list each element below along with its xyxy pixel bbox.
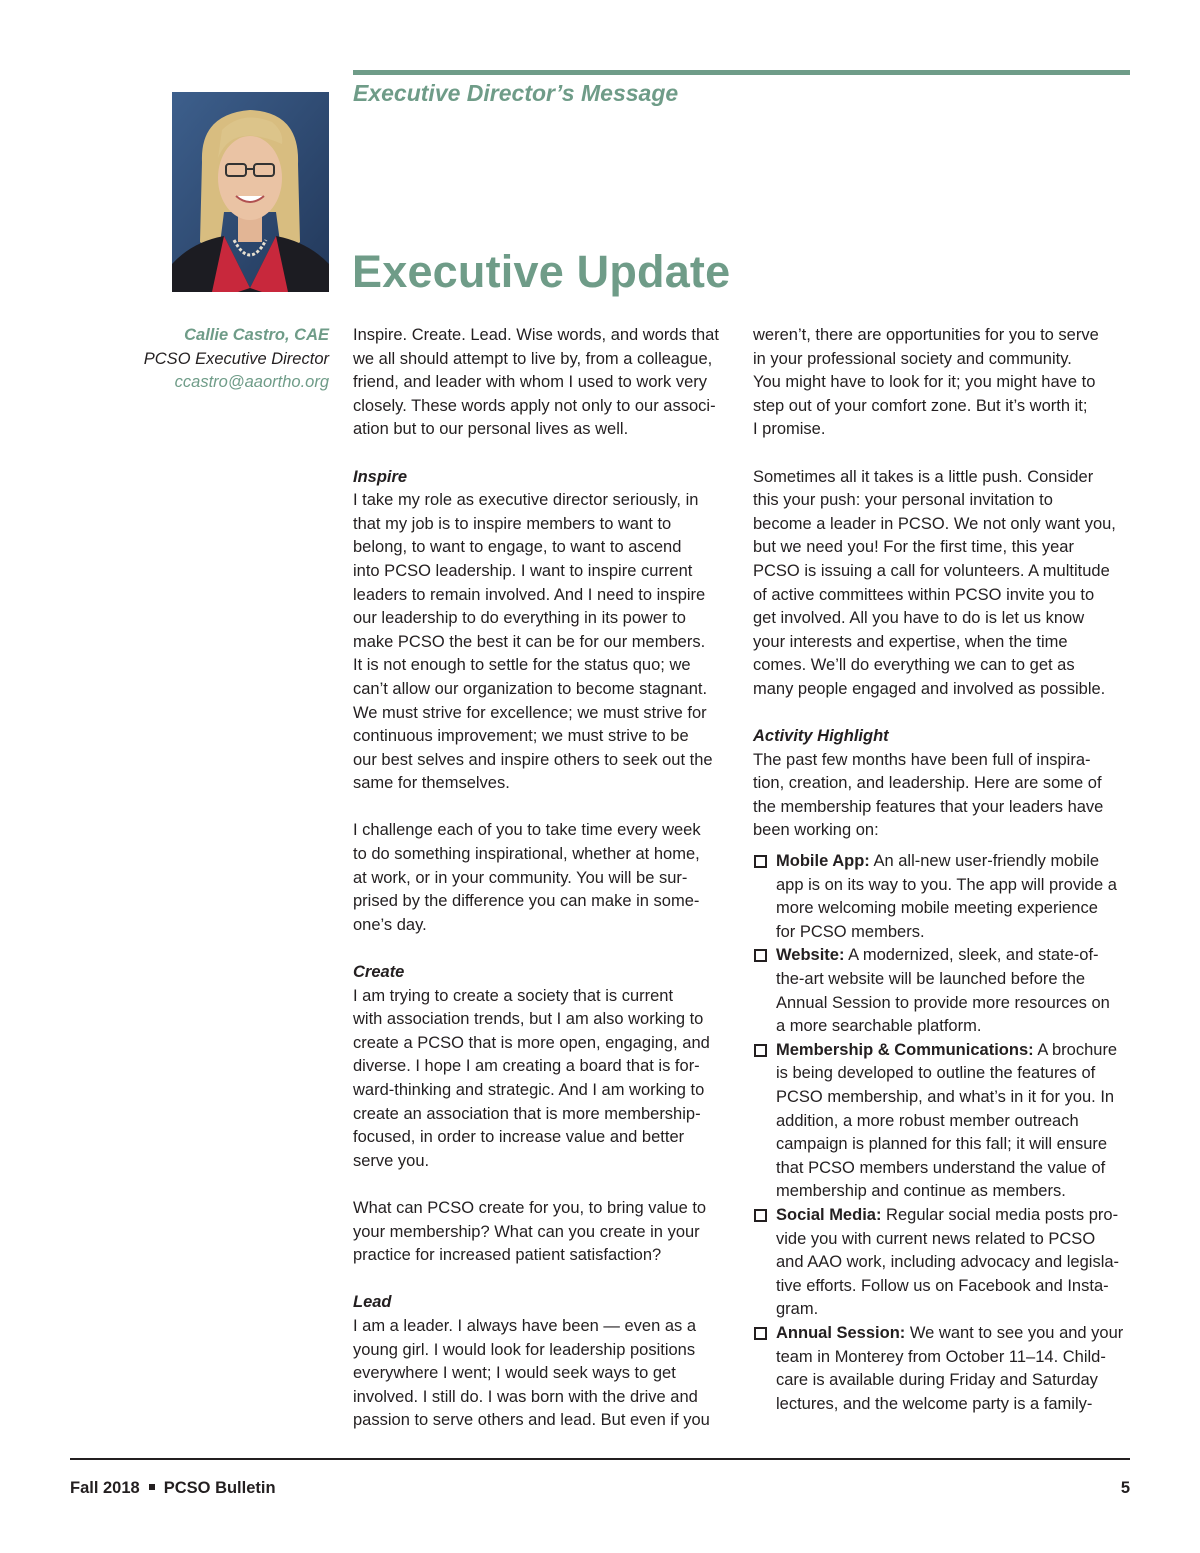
text-line: I am trying to create a society that is current	[353, 986, 674, 1005]
text-line: we all should attempt to live by, from a colleague,	[353, 349, 713, 368]
text-line: A brochure	[1037, 1040, 1118, 1059]
text-line: create an association that is more membership-	[353, 1104, 701, 1123]
text-line: You might have to look for it; you might have to	[753, 373, 1096, 392]
text-line: many people engaged and involved as possible.	[753, 679, 1106, 698]
bullet-annual-session	[753, 1322, 1131, 1416]
text-line: An all-new user-friendly mobile	[873, 852, 1100, 871]
push-paragraph	[753, 466, 1131, 702]
text-line: everywhere I went; I would seek ways to get	[353, 1364, 676, 1383]
text-line: involved. I still do. I was born with the drive and	[353, 1387, 698, 1406]
text-line: a more searchable platform.	[776, 1017, 982, 1036]
text-line: the-art website will be launched before the	[776, 970, 1086, 989]
text-line: to do something inspirational, whether at home,	[353, 845, 700, 864]
text-line: at work, or in your community. You will be sur-	[353, 868, 688, 887]
text-line: tion, creation, and leadership. Here are some of	[753, 774, 1102, 793]
text-line: We want to see you and your	[909, 1323, 1124, 1342]
article-headline: Executive Update	[352, 246, 731, 297]
text-line: our best selves and inspire others to seek out the	[353, 750, 713, 769]
text-line: lectures, and the welcome party is a family-	[776, 1394, 1093, 1413]
text-line: membership and continue as members.	[776, 1182, 1066, 1201]
text-line: gram.	[776, 1300, 819, 1319]
checkbox-bullet-icon	[754, 1209, 767, 1222]
text-line: young girl. I would look for leadership positions	[353, 1340, 696, 1359]
checkbox-bullet-icon	[754, 949, 767, 962]
top-rule	[353, 70, 1130, 75]
text-line: get involved. All you have to do is let us know	[753, 609, 1085, 628]
bullet-label: Mobile App:	[776, 852, 870, 871]
text-line: addition, a more robust member outreach	[776, 1111, 1079, 1130]
text-line: belong, to want to engage, to want to ascend	[353, 538, 682, 557]
lead-heading: Lead	[353, 1293, 392, 1312]
section-kicker: Executive Director’s Message	[353, 80, 679, 106]
inspire-heading: Inspire	[353, 467, 408, 486]
bullet-label: Website:	[776, 946, 845, 965]
text-line: this your push: your personal invitation to	[753, 491, 1053, 510]
bullet-label: Social Media:	[776, 1205, 882, 1224]
text-line: vide you with current news related to PCSO	[776, 1229, 1096, 1248]
author-photo	[172, 92, 329, 292]
text-line: I am a leader. I always have been — even as a	[353, 1316, 697, 1335]
text-line: prised by the difference you can make in some-	[353, 892, 700, 911]
create-question-paragraph	[353, 1197, 731, 1268]
create-heading: Create	[353, 963, 405, 982]
text-line: can’t allow our organization to become stagnant.	[353, 679, 708, 698]
bullet-mobile-app	[753, 850, 1131, 944]
challenge-paragraph	[353, 819, 731, 937]
bullet-website	[753, 944, 1131, 1038]
text-line: your interests and expertise, when the time	[753, 632, 1068, 651]
text-line: care is available during Friday and Saturday	[776, 1371, 1098, 1390]
checkbox-bullet-icon	[754, 855, 767, 868]
text-line: weren’t, there are opportunities for you to serve	[753, 326, 1099, 344]
text-line: leaders to remain involved. And I need to inspire	[353, 585, 706, 604]
square-separator-icon	[149, 1484, 155, 1490]
author-byline	[100, 324, 329, 395]
text-line: A modernized, sleek, and state-of-	[848, 946, 1099, 965]
text-line: What can PCSO create for you, to bring value to	[353, 1198, 707, 1217]
bullet-label: Membership & Communications:	[776, 1040, 1034, 1059]
text-line: that PCSO members understand the value of	[776, 1158, 1106, 1177]
text-line: more welcoming mobile meeting experience	[776, 899, 1098, 918]
text-line: been working on:	[753, 821, 879, 840]
intro-paragraph	[353, 324, 731, 442]
text-line: Regular social media posts pro-	[886, 1205, 1119, 1224]
activity-heading: Activity Highlight	[753, 727, 889, 746]
text-line: create a PCSO that is more open, engaging, and	[353, 1033, 710, 1052]
text-line: campaign is planned for this fall; it will ensure	[776, 1135, 1108, 1154]
text-line: continuous improvement; we must strive to be	[353, 727, 689, 746]
text-line: I take my role as executive director seriously, in	[353, 491, 699, 510]
text-line: in your professional society and community.	[753, 349, 1072, 368]
checkbox-bullet-icon	[754, 1044, 767, 1057]
text-line: PCSO is issuing a call for volunteers. A multitude	[753, 561, 1110, 580]
text-line: comes. We’ll do everything we can to get as	[753, 656, 1075, 675]
text-line: ation but to our personal lives as well.	[353, 420, 629, 439]
page-number: 5	[1120, 1479, 1130, 1497]
activity-paragraph	[753, 749, 1131, 843]
author-email[interactable]: ccastro@aaortho.org	[174, 373, 329, 392]
text-line: Sometimes all it takes is a little push. Consider	[753, 467, 1094, 486]
text-line: Inspire. Create. Lead. Wise words, and words that	[353, 326, 719, 344]
text-line: for PCSO members.	[776, 922, 925, 941]
text-line: practice for increased patient satisfaction?	[353, 1246, 662, 1265]
text-line: but we need you! For the first time, this year	[753, 538, 1074, 557]
text-line: I promise.	[753, 420, 826, 439]
bullet-membership-communications	[753, 1039, 1131, 1204]
footer-publication: PCSO Bulletin	[163, 1479, 276, 1497]
text-line: The past few months have been full of inspira-	[753, 750, 1091, 769]
footer-rule	[70, 1458, 1130, 1460]
author-title: PCSO Executive Director	[143, 349, 329, 368]
text-line: focused, in order to increase value and better	[353, 1128, 685, 1147]
create-paragraph	[353, 985, 731, 1174]
text-line: ward-thinking and strategic. And I am working to	[353, 1081, 705, 1099]
text-line: I challenge each of you to take time every week	[353, 821, 701, 840]
text-line: same for themselves.	[353, 774, 510, 793]
text-line: the membership features that your leaders have	[753, 797, 1104, 816]
text-line: serve you.	[353, 1151, 430, 1170]
bullet-label: Annual Session:	[776, 1323, 906, 1342]
inspire-paragraph	[353, 489, 731, 796]
text-line: your membership? What can you create in your	[353, 1222, 700, 1241]
lead-paragraph	[353, 1315, 731, 1433]
text-line: with association trends, but I am also working to	[353, 1010, 704, 1029]
continuation-paragraph	[753, 324, 1131, 442]
text-line: and AAO work, including advocacy and legisla-	[776, 1253, 1120, 1272]
footer-issue: Fall 2018	[70, 1479, 140, 1497]
text-line: friend, and leader with whom I used to work very	[353, 373, 708, 392]
text-line: of active committees within PCSO invite you to	[753, 585, 1095, 604]
text-line: team in Monterey from October 11–14. Child-	[776, 1347, 1106, 1366]
text-line: app is on its way to you. The app will provide a	[776, 875, 1117, 894]
text-line: PCSO membership, and what’s in it for you. In	[776, 1088, 1115, 1106]
text-line: that my job is to inspire members to want to	[353, 514, 672, 533]
footer-issue-line	[70, 1479, 276, 1498]
body-column-2	[753, 324, 1131, 1416]
checkbox-bullet-icon	[754, 1327, 767, 1340]
text-line: make PCSO the best it can be for our members.	[353, 632, 706, 651]
text-line: into PCSO leadership. I want to inspire current	[353, 561, 693, 580]
text-line: Annual Session to provide more resources on	[776, 993, 1110, 1012]
text-line: tive efforts. Follow us on Facebook and Insta-	[776, 1276, 1109, 1295]
text-line: It is not enough to settle for the status quo; we	[353, 656, 691, 675]
text-line: become a leader in PCSO. We not only want you,	[753, 514, 1116, 533]
bullet-social-media	[753, 1204, 1131, 1322]
text-line: step out of your comfort zone. But it’s worth it;	[753, 396, 1088, 415]
text-line: one’s day.	[353, 915, 427, 934]
text-line: our leadership to do everything in its power to	[353, 609, 686, 628]
text-line: We must strive for excellence; we must strive for	[353, 703, 707, 722]
text-line: closely. These words apply not only to our associ-	[353, 396, 716, 415]
text-line: diverse. I hope I am creating a board that is for-	[353, 1057, 700, 1076]
text-line: passion to serve others and lead. But even if you	[353, 1411, 710, 1430]
author-name: Callie Castro, CAE	[184, 326, 329, 344]
body-column-1	[353, 324, 731, 1433]
text-line: is being developed to outline the features of	[776, 1064, 1096, 1083]
